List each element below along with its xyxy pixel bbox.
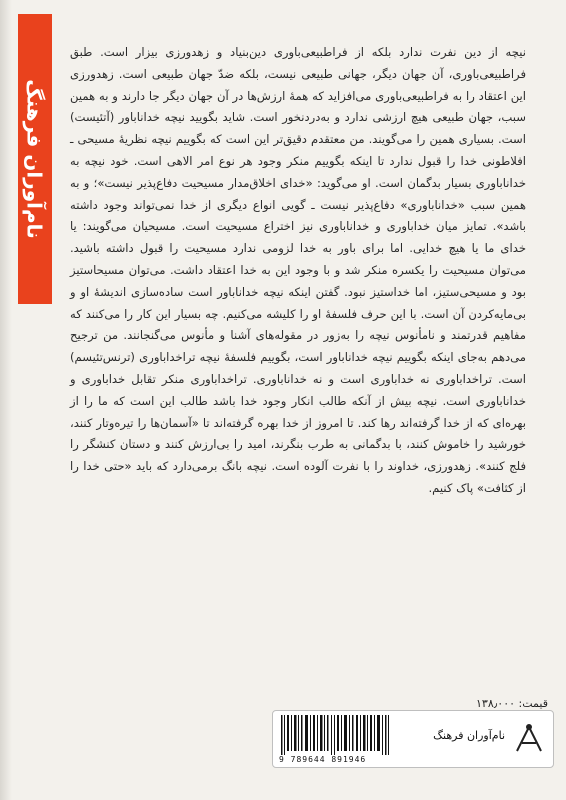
- isbn-digits: 9 789644 891946: [279, 755, 367, 764]
- series-banner: [18, 14, 52, 304]
- barcode-icon: [281, 715, 391, 755]
- barcode-panel: [272, 710, 554, 768]
- price-label: قیمت: ۱۳۸٫۰۰۰: [476, 697, 548, 710]
- publisher-logo-icon: [513, 721, 545, 757]
- back-cover-text: [70, 42, 526, 500]
- publisher-name: نام‌آوران فرهنگ: [433, 729, 505, 742]
- series-banner-text: نام‌آوران فرهنگ: [23, 79, 48, 239]
- spine-shadow: [0, 0, 12, 800]
- blurb-paragraph: نیچه از دین نفرت ندارد بلکه از فراطبیعی‌باوری دین‌بنیاد و زهدورزی بیزار است. طبق فراطبیعی‌باوری، آن جهان دیگر، جهانی طبیعی نیست، بلکه ضدّ جهان طبیعی است. زهدورزی این اعتقاد را به فراطبیعی‌باوری می‌افزاید که همهٔ ارزش‌ها در آن جهان دیگر جا دارند و به همین سبب، جهان طبیعی هیچ ارزشی ندارد و به‌دردنخور است. شاید بگویید نیچه خداناباور (آتئیست) است. بسیاری همین را می‌گویند. من معتقدم دقیق‌تر این است که بگوییم نیچه نظریهٔ مسیحی ـ افلاطونی خدا را قبول ندارد تا اینکه بگوییم منکر وجود هر نوع امر الاهی است. خود نیچه به خداناباوری بسیار بدگمان است. او می‌گوید: «خدای اخلاق‌مدار مسیحیت دفاع‌پذیر نیست»؛ و به همین سبب «خداناباوری» دفاع‌پذیر نیست ـ گویی انواع دیگری از خدا نمی‌تواند وجود داشته باشد». تمایز میان خداباوری و خداناباوری نیز اختراع مسیحیت است. مسیحیان می‌گویند: یا خدای ما یا هیچ خدایی. اما برای باور به خدا لزومی ندارد مسیحیت را قبول داشته باشید. می‌توان مسیحیت را یکسره منکر شد و با وجود این به خدا اعتقاد داشت. می‌توان مسیحاستیز بود و مسیحی‌ستیز، اما خداستیز نبود. گفتن اینکه نیچه خداناباور است ساده‌سازی اندیشهٔ او و بی‌مایه‌کردن آن است. با این حرف فلسفهٔ او را کلیشه می‌کنیم. چه بسیار این کار را می‌کنند که مفاهیم قدرتمند و نامأنوس نیچه را به‌زور در مقوله‌های آشنا و مأنوس می‌گنجانند. من ترجیح می‌دهم به‌جای اینکه بگوییم نیچه خداناباور است، بگوییم فلسفهٔ نیچه تراخداباوری (ترنس‌تئیسم) است. تراخداباوری نه خداباوری است و نه خداناباوری. تراخداباوری منکر تقابل خداباوری و خداناباوری است. نیچه بیش از آنکه طالب انکار وجود خدا باشد طالب این است که ما را از بهره‌ای که از خدا گرفته‌اند رها کند. تا امروز از خدا بهره گرفته‌اند تا «آسمان‌ها را تیره‌وتار کنند، خورشید را خاموش کنند، با بدگمانی به طرب بنگرند، امید را بی‌ارزش کنند و دستان کنشگر را فلج کنند». زهدورزی، خداوند را با نفرت آلوده است. نیچه بانگ برمی‌دارد که باید «حتی خدا را از کثافت» پاک کنیم.: [70, 45, 526, 495]
